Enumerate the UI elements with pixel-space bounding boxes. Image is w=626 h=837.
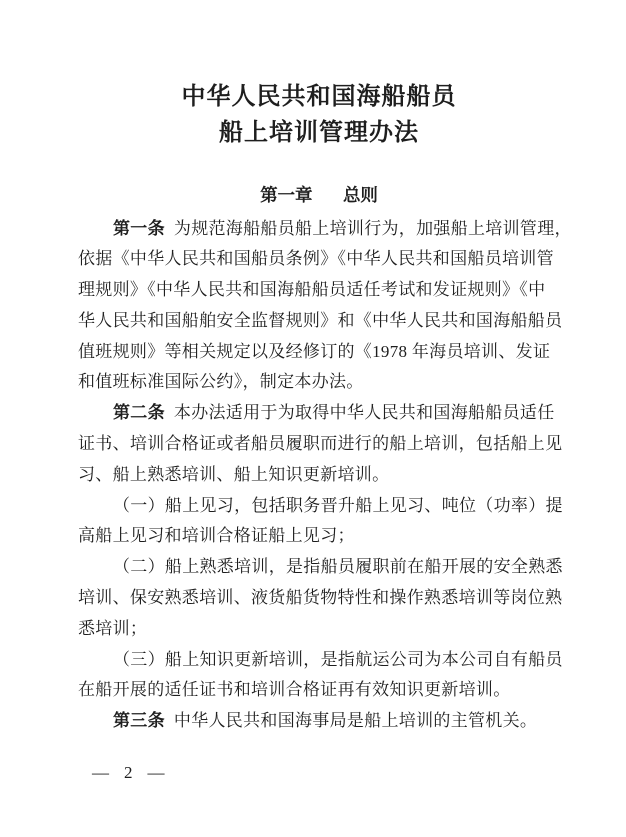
body-line [78, 706, 560, 737]
body-line [78, 398, 560, 429]
body-line-text: 理规则》《中华人民共和国海船船员适任考试和发证规则》《中 [78, 280, 546, 300]
chapter-heading [78, 181, 560, 211]
body-line [78, 583, 563, 614]
document-content [78, 79, 572, 737]
body-line [78, 244, 560, 275]
article-number: 第三条 [113, 711, 165, 731]
page-number-dash-left: — [92, 763, 109, 782]
body-line [78, 645, 563, 676]
body-line-text: 悉培训； [78, 618, 148, 638]
body-line-text: （三）船上知识更新培训，是指航运公司为本公司自有船员 [113, 649, 563, 669]
body-line-text: 为规范海船船员船上培训行为，加强船上培训管理， [173, 218, 572, 238]
body-line-text: 值班规则》等相关规定以及经修订的《1978 年海员培训、发证 [78, 341, 551, 361]
chapter-title: 总则 [342, 185, 378, 205]
body-line-text: （一）船上见习，包括职务晋升船上见习、吨位（功率）提 [113, 495, 563, 515]
body-line-text: （二）船上熟悉培训，是指船员履职前在船开展的安全熟悉 [113, 557, 563, 577]
body-line [78, 214, 572, 245]
body-line-text: 中华人民共和国海事局是船上培训的主管机关。 [173, 711, 538, 731]
body-line [78, 675, 560, 706]
body-line-text: 习、船上熟悉培训、船上知识更新培训。 [78, 464, 390, 484]
body-line [78, 460, 560, 491]
body-line-text: 和值班标准国际公约》，制定本办法。 [78, 372, 364, 392]
document-title-line-2: 船上培训管理办法 [219, 120, 419, 146]
article-number: 第二条 [113, 403, 165, 423]
body-line-text: 在船开展的适任证书和培训合格证再有效知识更新培训。 [78, 680, 511, 700]
chapter-number: 第一章 [260, 185, 313, 205]
body-line [78, 429, 563, 460]
body-line [78, 275, 560, 306]
page-number-dash-right: — [147, 763, 165, 782]
body-line [78, 367, 560, 398]
body-line [78, 614, 560, 645]
document-title-line-1: 中华人民共和国海船船员 [181, 84, 457, 110]
body-line-text: 依据《中华人民共和国船员条例》《中华人民共和国船员培训管 [78, 249, 554, 269]
body-line-text: 华人民共和国船舶安全监督规则》和《中华人民共和国海船船员 [78, 310, 563, 330]
body-line-text: 培训、保安熟悉培训、液货船货物特性和操作熟悉培训等岗位熟 [78, 588, 563, 608]
body-line [78, 521, 560, 552]
body-line [78, 491, 563, 522]
body-line-text: 证书、培训合格证或者船员履职而进行的船上培训，包括船上见 [78, 434, 563, 454]
body-line-text: 本办法适用于为取得中华人民共和国海船船员适任 [173, 403, 555, 423]
page-number [92, 762, 165, 784]
page-number-value: 2 [124, 763, 133, 782]
body-line [78, 552, 563, 583]
body-line [78, 337, 560, 368]
body-line [78, 306, 563, 337]
body-line-text: 高船上见习和培训合格证船上见习； [78, 526, 355, 546]
article-number: 第一条 [113, 218, 165, 238]
document-body [78, 214, 572, 738]
